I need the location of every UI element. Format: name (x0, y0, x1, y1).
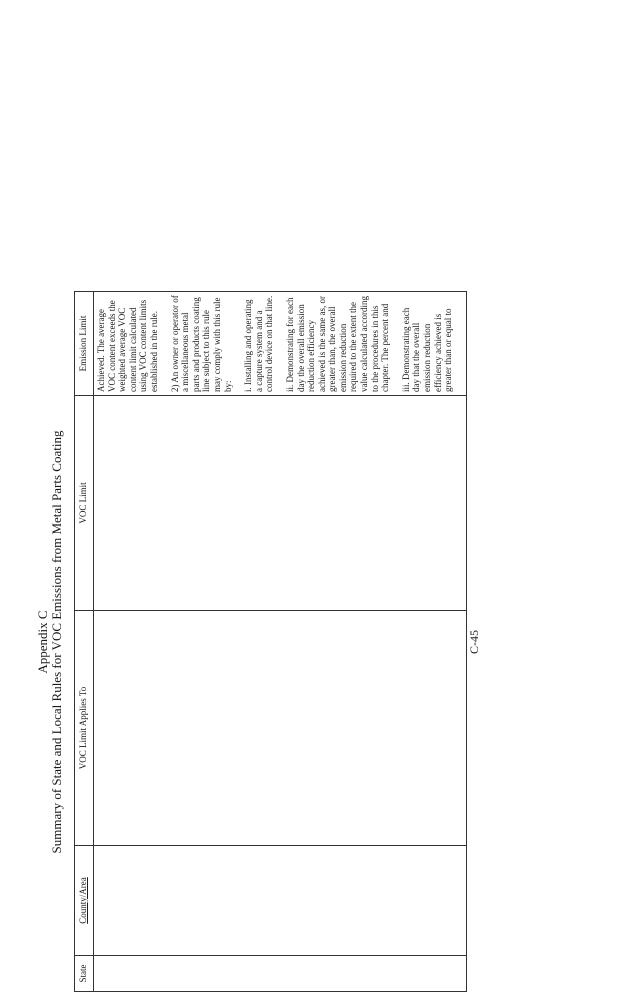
emission-limit-part1: Achieved. The average VOC content exceeds the weighted average VOC content limit calculated using VOC content limits established in the rule. (96, 299, 159, 392)
table-header-row (75, 292, 94, 992)
cell-voc-limit-applies-to (94, 611, 467, 846)
header-voc-limit: VOC Limit (75, 396, 94, 611)
page-number: C-45 (467, 630, 481, 654)
cell-voc-limit (94, 396, 467, 611)
header-voc-limit-applies-to: VOC Limit Applies To (75, 611, 94, 846)
summary-title: Summary of State and Local Rules for VOC Emissions from Metal Parts Coating (49, 430, 64, 854)
emission-limit-part2: 2) An owner or operator of a miscellaneous metal parts and products coating line subject to this rule may comply with this rule by: (169, 295, 233, 392)
cell-county-area (94, 846, 467, 956)
emission-limit-part4: ii. Demonstrating for each day the overall emission reduction efficiency achieved is the same as, or greater than, the overall emission reduction required to the extent the value calculated according to the procedures in this chapter. The percent and (284, 296, 391, 392)
header-emission-limit: Emission Limit (75, 292, 94, 396)
emission-limit-part5: iii. Demonstrating each day that the overall emission reduction efficiency achieved is greater than or equal to (400, 307, 454, 392)
voc-rules-table (74, 291, 467, 992)
emission-limit-part3: i. Installing and operating a capture system and a control device on that line. (243, 295, 275, 392)
rotated-page (29, 292, 484, 992)
header-county-area: County/Area (75, 846, 94, 956)
cell-state (94, 956, 467, 992)
appendix-title: Appendix C (35, 610, 50, 674)
cell-emission-limit (94, 292, 467, 396)
table-row (94, 292, 467, 992)
header-state: State (75, 956, 94, 992)
